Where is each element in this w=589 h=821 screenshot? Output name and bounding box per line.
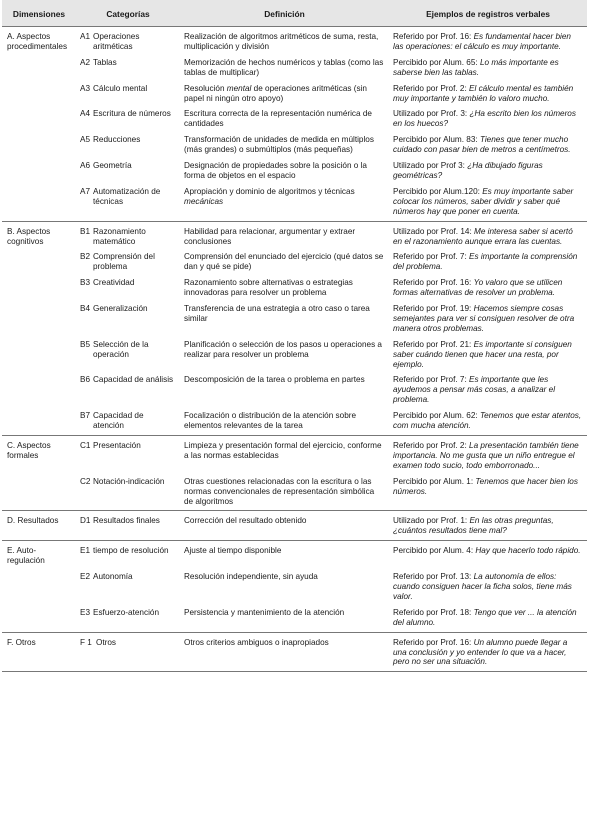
category-cell [76, 632, 180, 672]
definition-cell [180, 541, 389, 569]
definition-cell [180, 337, 389, 373]
example-cell [389, 81, 587, 107]
example-source: Referido por Prof. 16: [393, 278, 472, 288]
example-quote: Tenemos que estar atentos, com mucha atención. [393, 411, 582, 431]
category-code: B1 [80, 226, 91, 236]
example-quote: Tengo que ver ... la atención del alumno. [393, 607, 577, 627]
definition-text: Persistencia y mantenimiento de la atención [184, 607, 345, 617]
dimension-cell [2, 632, 76, 672]
example-quote: Lo más importante es saberse bien las tablas. [393, 57, 559, 77]
category-cell [76, 474, 180, 511]
category-cell [76, 301, 180, 337]
category-label: Cálculo mental [93, 83, 148, 93]
table-row [2, 184, 587, 221]
definition-cell [180, 158, 389, 184]
example-cell [389, 301, 587, 337]
example-source: Referido por Prof. 13: [393, 572, 472, 582]
dimension-cell [2, 81, 76, 107]
category-code: A2 [80, 57, 91, 67]
category-cell [76, 275, 180, 301]
example-cell [389, 221, 587, 249]
definition-cell [180, 569, 389, 605]
table-body [2, 27, 587, 672]
table-row [2, 337, 587, 373]
header-dimensiones: Dimensiones [2, 0, 76, 27]
example-cell [389, 249, 587, 275]
definition-text: Transferencia de una estrategia a otro caso o tarea similar [184, 304, 370, 323]
definition-text: Planificación o selección de los pasos u operaciones a realizar para resolver un problema [184, 339, 382, 359]
example-cell [389, 605, 587, 632]
example-source: Referido por Prof. 19: [393, 304, 472, 314]
example-source: Percibido por Alum. 62: [393, 411, 478, 421]
dimension-cell [2, 569, 76, 605]
example-source: Referido por Prof. 2: [393, 441, 467, 450]
definition-text: Focalización o distribución de la atención sobre elementos relevantes de la tarea [184, 411, 357, 431]
category-code: B4 [80, 304, 91, 314]
dimension-label: D. Resultados [7, 516, 59, 526]
header-definicion: Definición [180, 0, 389, 27]
example-cell [389, 569, 587, 605]
header-row [2, 0, 587, 27]
definition-cell [180, 632, 389, 672]
category-code: B3 [80, 278, 91, 288]
example-quote: El cálculo mental es también muy importante y también lo valoro mucho. [393, 83, 574, 103]
category-code: A4 [80, 109, 91, 119]
category-label: Operaciones aritméticas [93, 32, 140, 51]
example-cell [389, 541, 587, 569]
definition-text: Apropiación y dominio de algoritmos y técnicas [184, 186, 355, 196]
category-label: tiempo de resolución [93, 546, 169, 556]
table-row [2, 249, 587, 275]
example-quote: Hay que hacerlo todo rápido. [475, 546, 581, 556]
dimension-cell [2, 184, 76, 221]
category-cell [76, 132, 180, 158]
category-code: A3 [80, 83, 91, 93]
definition-cell [180, 605, 389, 632]
definition-cell [180, 474, 389, 511]
example-source: Referido por Prof. 16: [393, 32, 472, 41]
category-label: Geometría [93, 161, 132, 171]
definition-cell [180, 81, 389, 107]
category-cell [76, 408, 180, 435]
category-cell [76, 511, 180, 541]
definition-cell [180, 436, 389, 474]
category-label: Tablas [93, 57, 117, 67]
definition-cell [180, 132, 389, 158]
category-cell [76, 249, 180, 275]
example-quote: La presentación también tiene importancia. No me gusta que un niño entregue el examen todo sucio, todo emborronado... [393, 441, 579, 470]
definition-text: Comprensión del enunciado del ejercicio (qué datos se dan y qué se pide) [184, 252, 384, 272]
example-source: Percibido por Alum. 83: [393, 135, 478, 145]
category-code: A6 [80, 161, 91, 171]
table-row [2, 474, 587, 511]
example-cell [389, 372, 587, 408]
example-source: Percibido por Alum. 4: [393, 546, 474, 556]
definition-text: Corrección del resultado obtenido [184, 516, 307, 526]
definition-text: Resolución [184, 83, 227, 93]
example-source: Referido por Prof. 18: [393, 607, 472, 617]
table-row [2, 605, 587, 632]
dimension-cell [2, 436, 76, 474]
dimension-cell [2, 55, 76, 81]
example-source: Referido por Prof. 7: [393, 375, 467, 385]
dimension-label: B. Aspectos cognitivos [7, 226, 51, 246]
category-cell [76, 221, 180, 249]
table-row [2, 81, 587, 107]
example-cell [389, 436, 587, 474]
definition-text: Transformación de unidades de medida en múltiplos (más grandes) o submúltiplos (más pequeñas) [184, 135, 374, 155]
example-quote: En las otras preguntas, ¿cuántos resultados tiene mal? [393, 516, 554, 536]
table-row [2, 132, 587, 158]
definition-text: Limpieza y presentación formal del ejercicio, conforme a las normas establecidas [184, 441, 382, 460]
example-quote: Hacemos siempre cosas semejantes para ver si consiguen resolver de otra manera otros problemas. [393, 304, 575, 333]
definition-cell [180, 27, 389, 55]
definition-text: Escritura correcta de la representación numérica de cantidades [184, 109, 372, 129]
table-row [2, 632, 587, 672]
definition-cell [180, 301, 389, 337]
category-code: C2 [80, 476, 91, 486]
example-source: Utilizado por Prof. 14: [393, 226, 472, 236]
example-source: Referido por Prof. 21: [393, 339, 472, 349]
table-row [2, 275, 587, 301]
example-cell [389, 275, 587, 301]
example-quote: Es fundamental hacer bien las operaciones: el cálculo es muy importante. [393, 32, 571, 51]
dimension-cell [2, 158, 76, 184]
definition-text: Razonamiento sobre alternativas o estrategias innovadoras para resolver un problema [184, 278, 353, 298]
category-label: Comprensión del problema [93, 252, 155, 272]
example-quote: Me interesa saber si acertó en el razonamiento aunque errara las cuentas. [393, 226, 573, 246]
category-cell [76, 106, 180, 132]
definition-text: Designación de propiedades sobre la posición o la forma de objetos en el espacio [184, 161, 367, 180]
category-cell [76, 55, 180, 81]
category-code: E1 [80, 546, 91, 556]
definition-text: de operaciones aritméticas (sin papel ni ningún otro apoyo) [184, 83, 367, 103]
example-source: Referido por Prof. 7: [393, 252, 467, 262]
header-ejemplos: Ejemplos de registros verbales [389, 0, 587, 27]
category-code: D1 [80, 516, 91, 526]
categories-table [2, 0, 587, 672]
table-row [2, 436, 587, 474]
category-label: Creatividad [93, 278, 135, 288]
category-cell [76, 184, 180, 221]
definition-cell [180, 184, 389, 221]
category-cell [76, 569, 180, 605]
dimension-cell [2, 275, 76, 301]
example-cell [389, 337, 587, 373]
category-code: A1 [80, 32, 91, 41]
table-row [2, 541, 587, 569]
category-label: Escritura de números [93, 109, 171, 119]
table-row [2, 569, 587, 605]
table-row [2, 372, 587, 408]
category-code: B6 [80, 375, 91, 385]
category-cell [76, 81, 180, 107]
category-cell [76, 372, 180, 408]
example-source: Percibido por Alum. 65: [393, 57, 478, 67]
example-source: Referido por Prof. 16: [393, 637, 472, 647]
category-code: C1 [80, 441, 91, 450]
example-quote: ¿Ha escrito bien los números en los huecos? [393, 109, 576, 129]
example-source: Percibido por Alum.120: [393, 186, 480, 196]
example-quote: Tienes que tener mucho cuidado con pasar bien de metros a centímetros. [393, 135, 571, 155]
definition-emphasis: mecánicas [184, 196, 224, 206]
category-cell [76, 27, 180, 55]
example-source: Referido por Prof. 2: [393, 83, 467, 93]
category-label: Notación-indicación [93, 476, 165, 486]
definition-text: Habilidad para relacionar, argumentar y extraer conclusiones [184, 226, 356, 246]
example-cell [389, 106, 587, 132]
example-source: Utilizado por Prof. 1: [393, 516, 468, 526]
category-label: Otros [96, 637, 117, 647]
definition-text: Descomposición de la tarea o problema en partes [184, 375, 365, 385]
example-source: Utilizado por Prof. 3: [393, 109, 468, 119]
example-quote: Un alumno puede llegar a una conclusión y yo entender lo que va a hacer, pero no ser una situación. [393, 637, 568, 667]
category-code: E2 [80, 572, 91, 582]
example-source: Utilizado por Prof 3: [393, 161, 465, 171]
definition-text: Ajuste al tiempo disponible [184, 546, 282, 556]
dimension-cell [2, 474, 76, 511]
example-cell [389, 632, 587, 672]
dimension-cell [2, 132, 76, 158]
category-code: B5 [80, 339, 91, 349]
example-quote: Es importante si consiguen saber cuándo tienen que hacer una resta, por ejemplo. [393, 339, 572, 369]
example-quote: Yo valoro que se utilicen formas alternativas de resolver un problema. [393, 278, 563, 298]
category-label: Capacidad de análisis [93, 375, 174, 385]
header-categorias: Categorías [76, 0, 180, 27]
definition-cell [180, 372, 389, 408]
dimension-cell [2, 408, 76, 435]
definition-cell [180, 106, 389, 132]
example-quote: Es muy importante saber colocar los números, saber dividir y saber qué números hay que poner en cuenta. [393, 186, 574, 216]
definition-text: Otras cuestiones relacionadas con la escritura o las normas convencionales de representación simbólica de algoritmos [184, 476, 375, 506]
definition-emphasis: mental [226, 83, 252, 93]
dimension-label: C. Aspectos formales [7, 441, 51, 460]
example-cell [389, 474, 587, 511]
table-row [2, 106, 587, 132]
definition-text: Realización de algoritmos aritméticos de suma, resta, multiplicación y división [184, 32, 379, 51]
table-row [2, 27, 587, 55]
category-label: Resultados finales [93, 516, 160, 526]
definition-text: Otros criterios ambiguos o inapropiados [184, 637, 329, 647]
category-cell [76, 541, 180, 569]
table-row [2, 221, 587, 249]
category-cell [76, 605, 180, 632]
dimension-cell [2, 27, 76, 55]
definition-cell [180, 275, 389, 301]
example-cell [389, 27, 587, 55]
example-source: Percibido por Alum. 1: [393, 476, 474, 486]
definition-text: Resolución independiente, sin ayuda [184, 572, 318, 582]
table-row [2, 55, 587, 81]
category-code: B2 [80, 252, 91, 262]
definition-text: Memorización de hechos numéricos y tablas (como las tablas de multiplicar) [184, 57, 384, 77]
dimension-cell [2, 541, 76, 569]
table-row [2, 158, 587, 184]
example-cell [389, 408, 587, 435]
category-code: E3 [80, 607, 91, 617]
dimension-label: A. Aspectos procedimentales [7, 32, 68, 51]
definition-cell [180, 511, 389, 541]
category-code: A7 [80, 186, 91, 196]
category-label: Razonamiento matemático [93, 226, 146, 246]
example-cell [389, 132, 587, 158]
definition-cell [180, 249, 389, 275]
category-label: Presentación [93, 441, 141, 450]
dimension-cell [2, 337, 76, 373]
definition-cell [180, 221, 389, 249]
category-label: Capacidad de atención [93, 411, 144, 431]
example-cell [389, 511, 587, 541]
dimension-cell [2, 249, 76, 275]
category-label: Autonomía [93, 572, 133, 582]
dimension-label: E. Auto-regulación [7, 546, 45, 566]
category-cell [76, 337, 180, 373]
category-code: F 1 [80, 637, 92, 647]
example-cell [389, 158, 587, 184]
example-quote: ¿Ha dibujado figuras geométricas? [393, 161, 543, 180]
dimension-cell [2, 372, 76, 408]
category-label: Selección de la operación [93, 339, 149, 359]
example-quote: La autonomía de ellos: cuando consiguen hacer la ficha solos, tiene más valor. [393, 572, 572, 601]
example-quote: Es importante la comprensión del problema. [393, 252, 578, 272]
category-label: Automatización de técnicas [93, 186, 161, 206]
dimension-cell [2, 106, 76, 132]
definition-cell [180, 55, 389, 81]
category-label: Generalización [93, 304, 148, 314]
category-label: Reducciones [93, 135, 141, 145]
category-label: Esfuerzo-atención [93, 607, 159, 617]
dimension-cell [2, 605, 76, 632]
category-code: A5 [80, 135, 91, 145]
table-row [2, 511, 587, 541]
dimension-cell [2, 511, 76, 541]
dimension-cell [2, 301, 76, 337]
example-cell [389, 55, 587, 81]
table-header [2, 0, 587, 27]
dimension-label: F. Otros [7, 637, 36, 647]
example-cell [389, 184, 587, 221]
definition-cell [180, 408, 389, 435]
example-quote: Tenemos que hacer bien los números. [393, 476, 578, 496]
category-cell [76, 158, 180, 184]
category-cell [76, 436, 180, 474]
table-row [2, 301, 587, 337]
category-code: B7 [80, 411, 91, 421]
table-row [2, 408, 587, 435]
dimension-cell [2, 221, 76, 249]
example-quote: Es importante que les ayudemos a pensar más cosas, a analizar el problema. [393, 375, 556, 405]
